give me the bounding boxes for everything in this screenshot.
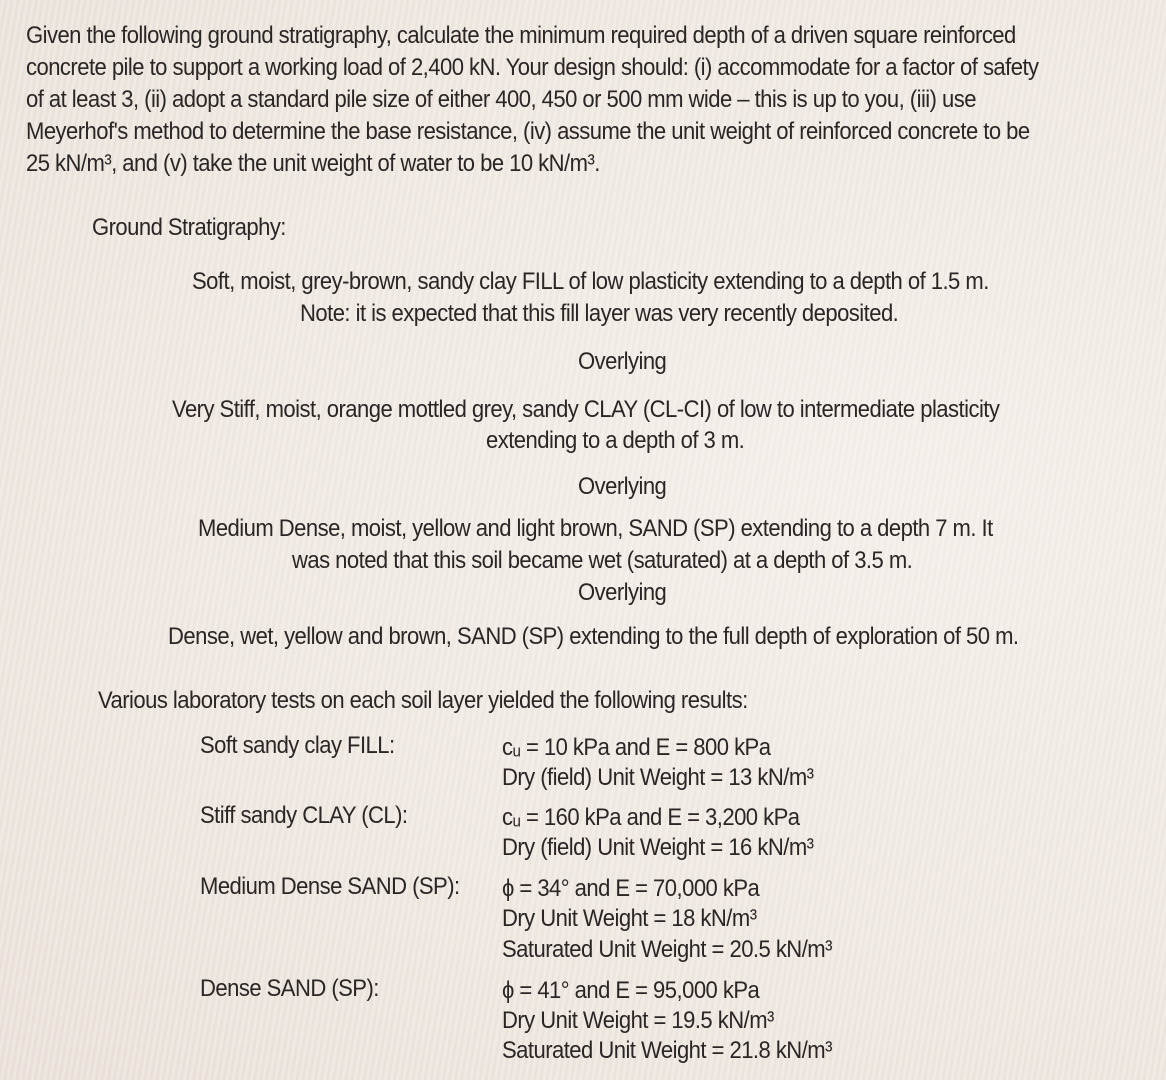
stratigraphy-heading: Ground Stratigraphy: — [92, 214, 286, 241]
intro-line-5: 25 kN/m³, and (v) take the unit weight of water to be 10 kN/m³. — [26, 150, 600, 177]
clay-label: Stiff sandy CLAY (CL): — [200, 802, 408, 829]
intro-line-2: concrete pile to support a working load of 2,400 kN. Your design should: (i) accommodate for a factor of safety — [26, 54, 1039, 81]
overlying-label-1: Overlying — [578, 348, 667, 375]
layer3-note: was noted that this soil became wet (saturated) at a depth of 3.5 m. — [292, 547, 913, 574]
layer4-description: Dense, wet, yellow and brown, SAND (SP) extending to the full depth of exploration of 50 m. — [168, 623, 1019, 650]
layer3-description: Medium Dense, moist, yellow and light brown, SAND (SP) extending to a depth 7 m. It — [198, 515, 993, 542]
layer2-description: Very Stiff, moist, orange mottled grey, sandy CLAY (CL-CI) of low to intermediate plasticity — [172, 396, 1000, 423]
lab-intro: Various laboratory tests on each soil layer yielded the following results: — [98, 687, 748, 714]
dense-sand-property-1: ϕ = 41° and E = 95,000 kPa — [502, 977, 760, 1004]
clay-property-1: cᵤ = 160 kPa and E = 3,200 kPa — [502, 804, 800, 831]
overlying-label-3: Overlying — [578, 579, 667, 606]
fill-label: Soft sandy clay FILL: — [200, 732, 395, 759]
dense-sand-property-2: Dry Unit Weight = 19.5 kN/m³ — [502, 1007, 774, 1034]
medium-sand-property-2: Dry Unit Weight = 18 kN/m³ — [502, 905, 757, 932]
layer2-depth: extending to a depth of 3 m. — [486, 427, 745, 454]
fill-property-1: cᵤ = 10 kPa and E = 800 kPa — [502, 734, 771, 761]
fill-property-2: Dry (field) Unit Weight = 13 kN/m³ — [502, 764, 814, 791]
medium-sand-property-3: Saturated Unit Weight = 20.5 kN/m³ — [502, 936, 832, 963]
dense-sand-property-3: Saturated Unit Weight = 21.8 kN/m³ — [502, 1037, 832, 1064]
intro-line-4: Meyerhof's method to determine the base resistance, (iv) assume the unit weight of reinforced concrete to be — [26, 118, 1030, 145]
intro-line-3: of at least 3, (ii) adopt a standard pile size of either 400, 450 or 500 mm wide – this is up to you, (iii) use — [26, 86, 976, 113]
layer1-note: Note: it is expected that this fill layer was very recently deposited. — [300, 300, 899, 327]
clay-property-2: Dry (field) Unit Weight = 16 kN/m³ — [502, 834, 814, 861]
overlying-label-2: Overlying — [578, 473, 667, 500]
medium-sand-property-1: ϕ = 34° and E = 70,000 kPa — [502, 875, 760, 902]
dense-sand-label: Dense SAND (SP): — [200, 975, 379, 1002]
medium-sand-label: Medium Dense SAND (SP): — [200, 873, 460, 900]
intro-line-1: Given the following ground stratigraphy, calculate the minimum required depth of a driven square reinforced — [26, 22, 1016, 49]
layer1-description: Soft, moist, grey-brown, sandy clay FILL of low plasticity extending to a depth of 1.5 m. — [192, 268, 989, 295]
